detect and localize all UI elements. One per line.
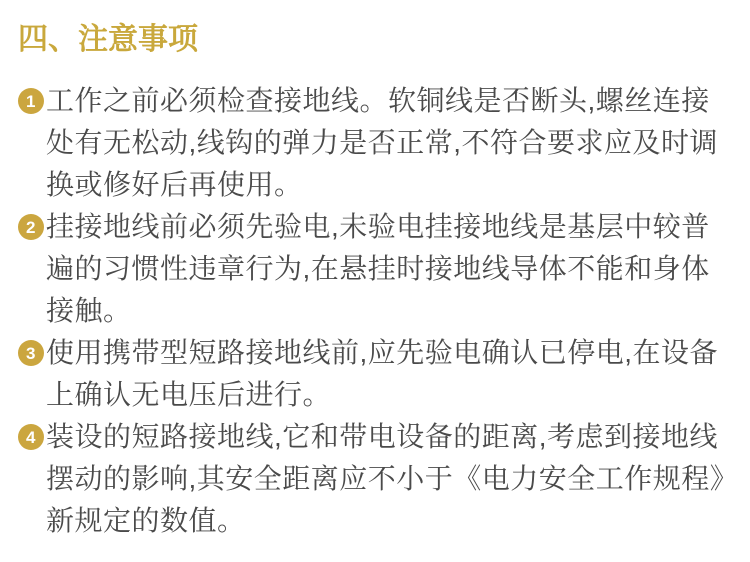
note-item (18, 80, 730, 206)
note-item (18, 416, 730, 542)
note-text: 挂接地线前必须先验电,未验电挂接地线是基层中较普遍的习惯性违章行为,在悬挂时接地线导体不能和身体接触。 (46, 211, 710, 326)
item-number-badge: 3 (18, 340, 44, 366)
section-title: 四、注意事项 (18, 23, 198, 56)
note-text: 使用携带型短路接地线前,应先验电确认已停电,在设备上确认无电压后进行。 (46, 337, 719, 410)
notes-list (18, 80, 730, 542)
note-text: 工作之前必须检查接地线。软铜线是否断头,螺丝连接处有无松动,线钩的弹力是否正常,不符合要求应及时调换或修好后再使用。 (46, 85, 719, 200)
item-number-badge: 2 (18, 214, 44, 240)
item-number-badge: 4 (18, 424, 44, 450)
note-item (18, 206, 730, 332)
note-text: 装设的短路接地线,它和带电设备的距离,考虑到接地线摆动的影响,其安全距离应不小于《电力安全工作规程》新规定的数值。 (46, 421, 725, 536)
item-number-badge: 1 (18, 88, 44, 114)
note-item (18, 332, 730, 416)
